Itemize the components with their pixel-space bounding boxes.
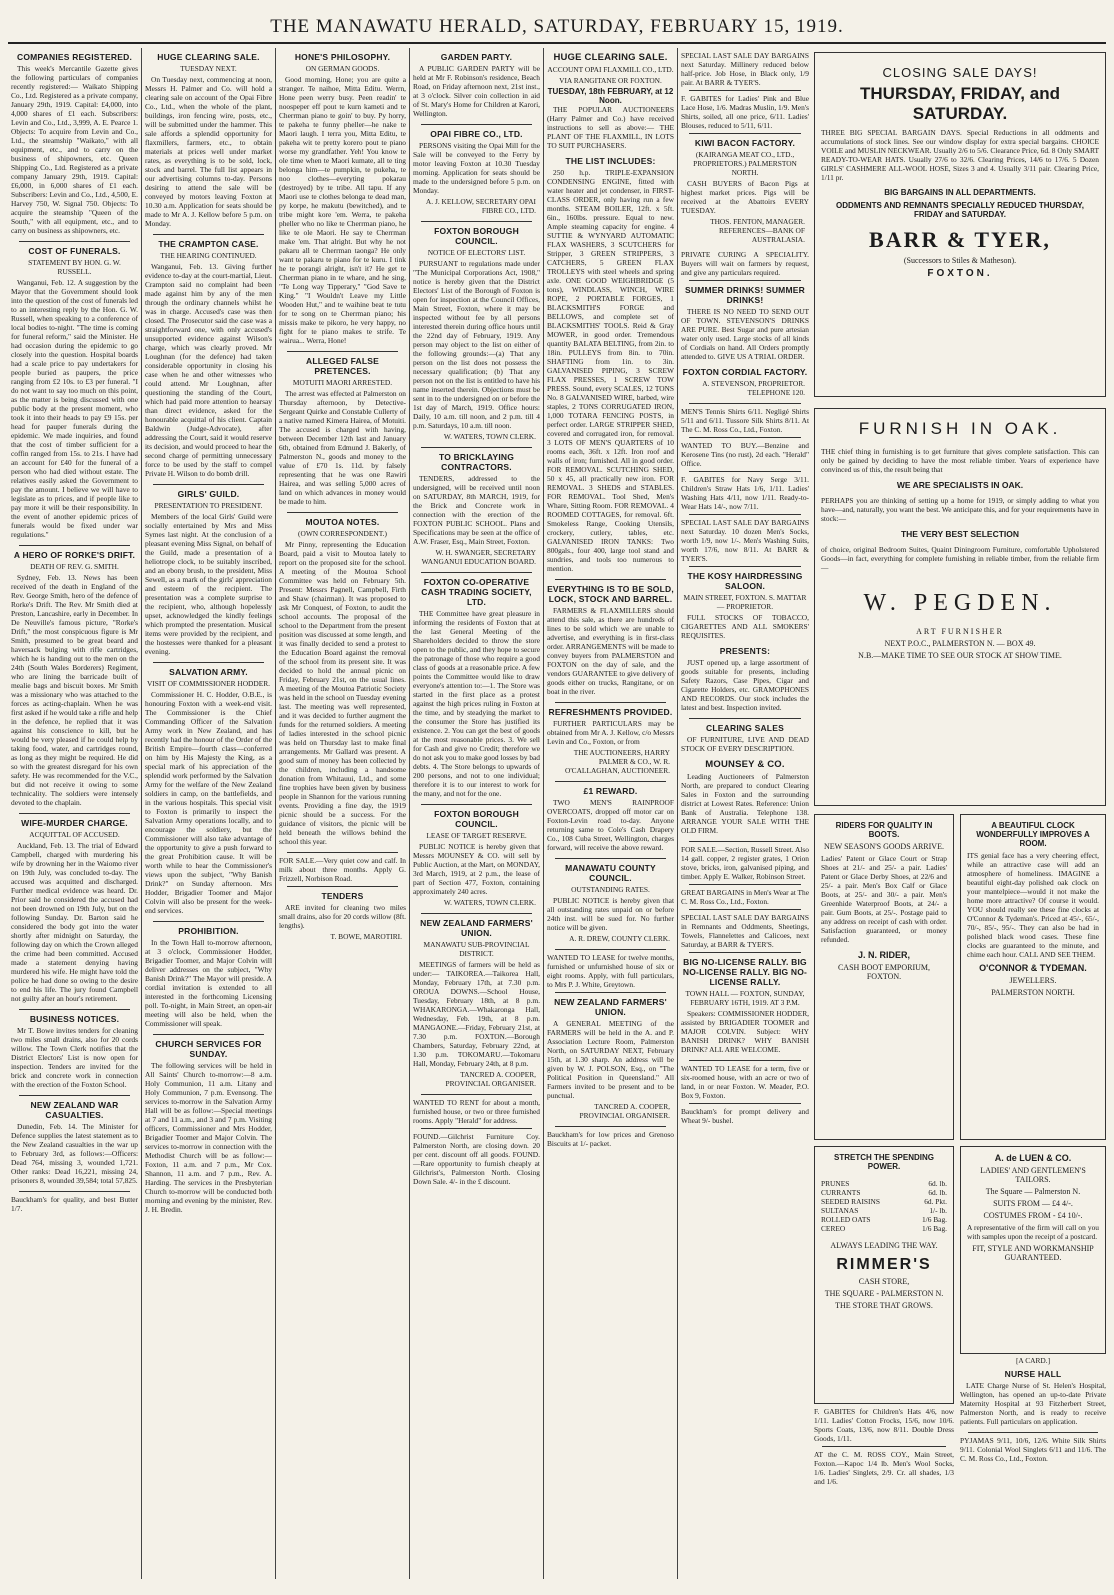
article-body: JUST opened up, a large assortment of goods suitable for presents, including Safety Razors, Case Pipes, Cigar and Cigarette Holders, etc. GRAMOPHONES AND RECORDS. Our stock includes the latest and best. Inspection invited. bbox=[681, 658, 809, 712]
column-4 bbox=[410, 48, 544, 1579]
article-subheading: (OWN CORRESPONDENT.) bbox=[298, 529, 387, 538]
pegden-name: W. PEGDEN. bbox=[863, 590, 1057, 616]
ad-found: FOUND.—Gilchrist Furniture Coy. Palmerston North, are closing down. 20 per cent. discount off all goods. FOUND.—Rare opportunity to furnish cheaply at Gilchrist's, Palmerston North. Closing Down Sale. 4/- in the £ discount. bbox=[413, 1132, 540, 1186]
signature: A. STEVENSON, PROPRIETOR. TELEPHONE 120. bbox=[702, 379, 805, 397]
ad-special-1: SPECIAL LAST SALE DAY BARGAINS next Saturday. Millinery reduced below half-price. Job Hose, in Black only, 1/9 pair. At BARR & TYER'S. bbox=[681, 51, 809, 87]
ads-row-2 bbox=[814, 1146, 1106, 1579]
article-body: OF FURNITURE, LIVE AND DEAD STOCK OF EVERY DESCRIPTION. bbox=[681, 735, 809, 753]
ad-oconnor bbox=[960, 814, 1106, 1140]
article-salvation-army bbox=[145, 667, 272, 915]
ad-co-operative bbox=[413, 577, 540, 798]
article-heading: OPAI FIBRE CO., LTD. bbox=[430, 129, 523, 139]
column-2 bbox=[142, 48, 276, 1579]
rider-shop: CASH BOOT EMPORIUM, FOXTON. bbox=[837, 963, 931, 981]
barr-title-1: CLOSING SALE DAYS! bbox=[882, 65, 1038, 80]
ad-bricklaying bbox=[413, 452, 540, 566]
rimmer-price-list bbox=[821, 1179, 947, 1233]
pegden-p5: of choice, original Bedroom Suites, Quaint Diningroom Furniture, comfortable Upholstered Goods—in fact, everything for complete furnishing in reliable timber, from the reliable firm — bbox=[821, 545, 1099, 572]
article-subheading: DEATH OF REV. G. SMITH. bbox=[30, 562, 119, 571]
rimmer-title: STRETCH THE SPENDING POWER. bbox=[833, 1153, 934, 1171]
article-body: ARE invited for cleaning two miles small drains, also for 20 cords willow (8ft. lengths). bbox=[279, 903, 406, 930]
article-subheading: LEASE OF TARGET RESERVE. bbox=[426, 831, 527, 840]
article-subheading: MAIN STREET, FOXTON. S. MATTAR — PROPRIETOR. bbox=[683, 593, 807, 611]
article-heading: HUGE CLEARING SALE. bbox=[157, 52, 260, 62]
pegden-title: FURNISH IN OAK. bbox=[858, 419, 1062, 438]
ad-rimmer-column bbox=[814, 1146, 954, 1579]
article-heading: SALVATION ARMY. bbox=[169, 667, 248, 677]
article-false-pretences bbox=[279, 356, 406, 506]
signature: TANCRED A. COOPER, PROVINCIAL ORGANISER. bbox=[579, 1102, 670, 1120]
ads-row-1 bbox=[814, 814, 1106, 1140]
nurse-card: [A CARD.] bbox=[1015, 1356, 1051, 1365]
signature: A. J. KELLOW, SECRETARY OPAI FIBRE CO., LTD. bbox=[425, 197, 536, 215]
article-heading: THE KOSY HAIRDRESSING SALOON. bbox=[687, 571, 803, 591]
article-prohibition bbox=[145, 926, 272, 1028]
article-heading: MANAWATU COUNTY COUNCIL. bbox=[565, 863, 656, 883]
article-body: THE Committee have great pleasure in informing the residents of Foxton that at the last General Meeting of the Shareholders decided to throw the store open to the public, and they hope to secure the patronage of those who require a good class of goods at a reasonable price. A few points the Committee would like to draw everyone's attention to:—1. The Store was started in the first place as a protest against the high prices ruling in Foxton at the time, and by steadying the market to the consumer the Store has justified its existence. 2. You can get the best of goods at the most reasonable prices. 3. We sell for Cash and give no Credit; therefore we do not ask you to make good losses by bad debts. 4. The Store belongs to upwards of 200 persons, and not to one individual; therefore it is to our interest to work for the many, and not for the one. bbox=[413, 609, 540, 798]
article-body: Leading Auctioneers of Palmerston North, are prepared to conduct Clearing Sales in Foxton and the surrounding district at Lowest Rates. Reference: Union Bank of Australia. Telephone 138. ARRANGE YOUR SALE WITH THE OLD FIRM. bbox=[681, 772, 809, 835]
oconnor-body: ITS genial face has a very cheering effect, while an attractive case will add an atmosphere of homeliness. IMAGINE a beautiful eight-day polished oak clock on your mantelpiece—would it not make the home more attractive? Of course it would. YOU should really see these fine clocks at O'Connor & Tydeman's. Priced at 45/-, 65/-, 70/-, 85/-, 95/-. They can also be had in polished black wood cases. These fine clocks are guaranteed to the minute, and chime each hour. CALL AND SEE THEM. bbox=[967, 851, 1099, 959]
article-heading: BIG NO-LICENSE RALLY. BIG NO-LICENSE RALLY. BIG NO-LICENSE RALLY. bbox=[682, 957, 808, 987]
price-value: 6d. lb. bbox=[928, 1179, 947, 1188]
article-heading: NEW ZEALAND WAR CASUALTIES. bbox=[30, 1100, 119, 1120]
ad-clearing-sales bbox=[681, 723, 809, 753]
ad-kiwi-bacon bbox=[681, 138, 809, 244]
article-heading: CHURCH SERVICES FOR SUNDAY. bbox=[155, 1039, 262, 1059]
ad-wanted-lease-house: WANTED TO LEASE for a term, five or six-roomed house, with an acre or two of land, in or near Foxton. W. Meader, P.O. Box 9, Foxton. bbox=[681, 1064, 809, 1100]
article-heading: BUSINESS NOTICES. bbox=[29, 1014, 120, 1024]
article-body: Commissioner H. C. Hodder, O.B.E., is honouring Foxton with a week-end visit. The Commissioner is the Chief Commanding Officer of the Salvation Army work in New Zealand, and has recently had the honour of the Order of the British Empire—fourth class—conferred on him by His Majesty the King, as a special mark of his appreciation of the splendid work performed by the Salvation Army for the welfare of the New Zealand soldiers in camp, on the battlefields, and in the various hospitals. This special visit to Foxton is primarily to inspect the Salvation Army operations locally, and to encourage the soldiery, but the Commissioner will also take advantage of the opportunity to give a push forward to the great Prohibition cause. It will be worth while to hear the Commissioner's views upon the subject, "Why Banish Drink?" on Sunday afternoon. Mrs Hodder, Brigadier Toomer and Major Colvin will also be present for the week-end services. bbox=[145, 690, 272, 915]
ad-reward bbox=[547, 786, 674, 852]
column-5 bbox=[544, 48, 678, 1579]
article-heading: SUMMER DRINKS! SUMMER DRINKS! bbox=[685, 285, 805, 305]
article-heading: GIRLS' GUILD. bbox=[177, 489, 240, 499]
article-heading: COST OF FUNERALS. bbox=[28, 246, 121, 256]
column-3 bbox=[276, 48, 410, 1579]
ad-for-sale-section: FOR SALE.—Section, Russell Street. Also 14 gall. copper, 2 register grates, 1 Orion stove, bricks, iron, galvanised piping, and timber. Apply E. Walker, Robinson Street. bbox=[681, 845, 809, 881]
ad-mounsey bbox=[681, 759, 809, 835]
article-heading: THE LIST INCLUDES: bbox=[565, 156, 656, 166]
newspaper-page bbox=[8, 8, 1106, 1579]
signature: W. WATERS, TOWN CLERK. bbox=[443, 432, 536, 441]
rider-title: RIDERS FOR QUALITY IN BOOTS. bbox=[835, 821, 933, 839]
article-heading: MOUNSEY & CO. bbox=[705, 759, 785, 770]
article-heading: REFRESHMENTS PROVIDED. bbox=[548, 707, 673, 717]
price-row bbox=[821, 1179, 947, 1188]
deluen-costumes: COSTUMES FROM - £4 10/-. bbox=[983, 1211, 1083, 1220]
barr-body: THREE BIG SPECIAL BARGAIN DAYS. Special Reductions in all oddments and accumulations of stock lines. See our window display for extra special bargains. CHOICE VOILE and MUSLIN NECKWEAR. Usually 2/6 to 5/6. Clearance Price, 6d. 8 Only SMART READY-TO-WEAR HATS. Usually 27/6 to 32/6. Clearing Prices, 14/6 to 17/6. 5 Dozen GIRLS' CASHMERE ALL-WOOL HOSE, Sizes 3 and 4. Usually 3/11 pair. Clearing Price, 1/11 pr. bbox=[821, 128, 1099, 182]
article-body: PURSUANT to regulations made under "The Municipal Corporations Act, 1908," notice is hereby given that the District Electors' List of the Borough of Foxton is open for inspection at the Council Offices, Main Street, Foxton, where it may be inspected without fee by all persons interested therein during office hours until the 22nd day of February, 1919. Any person may object to the list on either of the following grounds:—(a) That any person on the list does not possess the necessary qualification; (b) That any person not on the list is entitled to have his name inserted therein. Objections must be sent in to the undersigned on or before the 1st day of March, 1919. Office hours: Daily, 10 a.m. till noon, and 2 p.m. till 4 p.m. Saturdays, 10 a.m. till noon. bbox=[413, 259, 540, 430]
pegden-address: NEXT P.O.C., PALMERSTON N. — BOX 49. bbox=[884, 639, 1036, 648]
rider-name: J. N. RIDER, bbox=[857, 950, 910, 960]
article-body: Dunedin, Feb. 14. The Minister for Defence supplies the latest statement as to the New Zealand casualties in the war up to February 3rd, as follows:—Officers: Dead 764, missing 3, wounded 1,721. Other ranks: Dead 16,221, missing 24, prisoners 8, wounded 39,584; total 57,825. bbox=[11, 1122, 138, 1185]
article-subheading: TOWN HALL — FOXTON, SUNDAY, FEBRUARY 16TH, 1919. AT 3 P.M. bbox=[685, 989, 805, 1007]
article-body: FURTHER PARTICULARS may be obtained from Mr A. J. Kellow, c/o Messrs Levin and Co., Foxton, or from bbox=[547, 719, 674, 746]
price-row bbox=[821, 1188, 947, 1197]
article-companies bbox=[11, 52, 138, 235]
sale-date: TUESDAY, 18th FEBRUARY, at 12 Noon. bbox=[547, 87, 674, 105]
rider-sub: NEW SEASON'S GOODS ARRIVE. bbox=[824, 842, 944, 851]
price-item: SEEDED RAISINS bbox=[821, 1197, 880, 1206]
article-body: The arrest was effected at Palmerston on Thursday afternoon, by Detective-Sergeant Quirke and Constable Cullerty of a native named Kimera Hairea, of Motuiti. The accused is charged with having, between December 12th last and January 6th, obtained from Edmund J. Bakerly, of Palmerston N., goods and money to the value of £70 1s. 11d. by falsely representing that he was one Rawiri Hairea, and was selling 5,000 acres of land on which advances in money would be made to him. bbox=[279, 389, 406, 506]
rimmer-address: THE SQUARE - PALMERSTON N. bbox=[824, 1289, 944, 1298]
article-heading: EVERYTHING IS TO BE SOLD, LOCK, STOCK AND BARREL. bbox=[547, 584, 674, 604]
article-heading: FOXTON CORDIAL FACTORY. bbox=[682, 367, 808, 377]
price-value: 1/6 Bag. bbox=[921, 1224, 947, 1233]
pegden-p2: WE ARE SPECIALISTS IN OAK. bbox=[896, 480, 1024, 490]
price-value: 6d. lb. bbox=[928, 1188, 947, 1197]
ad-ross: AT the C. M. ROSS COY., Main Street, Foxton.—Kapoc 1/4 lb. Men's Wool Socks, 1/6. Ladies' Singlets, 2/9. Cr. all shades, 1/3 and 1/6. bbox=[814, 1450, 954, 1486]
article-subheading: VISIT OF COMMISSIONER HODDER. bbox=[146, 679, 271, 688]
ad-target-reserve bbox=[413, 809, 540, 907]
article-body: MEETINGS of farmers will be held as under:— TAIKOREA.—Taikorea Hall, Monday, February 17th, at 7.30 p.m. OROUA DOWNS.—School House, Tuesday, February 18th, at 8 p.m. WHAKARONGA.—Whakaronga Hall, Wednesday, Feb. 19th, at 8 p.m. MANGAONE.—Friday, February 21st, at 7.30 p.m. FOXTON.—Borough Chambers, Saturday, February 22nd, at 1.30 p.m. TOKOMARU.—Tokomaru Hall, Monday, February 24th, at 8 p.m. bbox=[413, 960, 540, 1068]
article-subheading: ON GERMAN GOODS. bbox=[305, 64, 380, 73]
article-heading: FOXTON BOROUGH COUNCIL. bbox=[434, 809, 519, 829]
article-body: A GENERAL MEETING of the FARMERS will be held in the A. and P. Association Lecture Room, Palmerston North, on SATURDAY NEXT, February 15th, at 1.30 sharp. An address will be given by W. J. POLSON, Esq., on "The Political Position in Queensland." All Farmers invited to be present and to be punctual. bbox=[547, 1019, 674, 1100]
masthead-title: THE MANAWATU HERALD, SATURDAY, FEBRUARY 15, 1919. bbox=[270, 16, 844, 37]
article-body: THE POPULAR AUCTIONEERS (Harry Palmer and Co.) have received instructions to sell as above:— THE PLANT OF THE FLAXMILL, IN LOTS TO SUIT PURCHASERS. bbox=[547, 105, 674, 150]
article-body: Mr T. Bowe invites tenders for cleaning two miles small drains, also for 20 cords willow. The Town Clerk notifies that the District Electors' List is now open for inspection. Tenders are invited for the brick and concrete work in connection with the erection of the Foxton School. bbox=[11, 1026, 138, 1089]
ad-wanted-rent: WANTED TO RENT for about a month, furnished house, or two or three furnished rooms. Apply "Herald" for address. bbox=[413, 1098, 540, 1125]
ad-pegden bbox=[814, 408, 1106, 806]
article-body: THERE IS NO NEED TO SEND OUT OF TOWN. STEVENSON'S DRINKS ARE PURE. Best Sugar and pure artesian water only used. Large stocks of all kinds of Cordials on hand. All Orders promptly attended to. GIVE US A TRIAL ORDER. bbox=[681, 307, 809, 361]
article-body: FARMERS & FLAXMILLERS should attend this sale, as there are hundreds of lines to be sold which we are unable to advertise, and everything is in first-class order. ARRANGEMENTS will be made to convey buyers from PALMERSTON and FOXTON on the day of sale, and the vendors GUARANTEE to give delivery of goods either on trucks, Rangitane, or on boat in the river. bbox=[547, 606, 674, 696]
column-1 bbox=[8, 48, 142, 1579]
article-body: PUBLIC NOTICE is hereby given that all outstanding rates unpaid on or before 24th inst. will be sued for. No further notice will be given. bbox=[547, 896, 674, 932]
signature: THOS. FENTON, MANAGER. REFERENCES—BANK OF AUSTRALASIA. bbox=[710, 217, 805, 244]
article-heading: TO BRICKLAYING CONTRACTORS. bbox=[438, 452, 515, 472]
ad-huge-clearing bbox=[547, 52, 674, 150]
footer-notice: Bauckham's for quality, and best Butter 1/7. bbox=[11, 1195, 138, 1213]
nurse-title: NURSE HALL bbox=[1004, 1369, 1062, 1379]
deluen-sub: LADIES' AND GENTLEMEN'S TAILORS. bbox=[980, 1166, 1086, 1184]
ad-gabites-2: F. GABITES for Navy Serge 3/11. Children's Straw Hats 1/6, 1/11. Ladies' Washing Hats 4/11, now 1/11. Ready-to-Wear Hats 14/-, now 7/11. bbox=[681, 475, 809, 511]
article-subheading: TUESDAY NEXT. bbox=[180, 64, 237, 73]
article-heading: HONE'S PHILOSOPHY. bbox=[294, 52, 391, 62]
signature: W. WATERS, TOWN CLERK. bbox=[443, 898, 536, 907]
article-heading: TENDERS bbox=[321, 891, 364, 901]
article-body: In the Town Hall to-morrow afternoon, at 3 o'clock, Commissioner Hodder, Brigadier Toomer, and Major Colvin will deliver addresses on the subject, "Why Banish Drink?" The Mayor will preside. A cordial invitation is extended to all interested in the forthcoming Licensing poll. To-night, in Main Street, an open-air meeting will also be held, when the Commissioner will speak. bbox=[145, 938, 272, 1028]
pegden-trade: ART FURNISHER bbox=[916, 627, 1004, 636]
article-body: A PUBLIC GARDEN PARTY will be held at Mr F. Robinson's residence, Beach Road, on Friday afternoon next, 21st inst., at 3 o'clock. Silver coin collection in aid of St. Mary's Home for Children at Karori, Wellington. bbox=[413, 64, 540, 118]
article-heading: GARDEN PARTY. bbox=[440, 52, 513, 62]
pegden-p3: PERHAPS you are thinking of setting up a home for 1919, or simply adding to what you have—and, naturally, you want the best. We anticipate this, and for your requirements have in stock:— bbox=[821, 496, 1099, 523]
article-heading: NEW ZEALAND FARMERS' UNION. bbox=[420, 918, 533, 938]
signature: T. BOWE, MAROTIRI. bbox=[330, 932, 402, 941]
deluen-suits: SUITS FROM — £4 4/-. bbox=[993, 1199, 1073, 1208]
article-business-notices bbox=[11, 1014, 138, 1089]
barr-successors: (Successors to Stiles & Matheson). bbox=[903, 256, 1017, 265]
article-heading: WIFE-MURDER CHARGE. bbox=[21, 818, 128, 828]
price-value: 1/6 Bag. bbox=[921, 1215, 947, 1224]
article-subheading: PRESENTATION TO PRESIDENT. bbox=[154, 501, 263, 510]
ad-mens-shirts: MEN'S Tennis Shirts 6/11. Negligé Shirts 5/11 and 6/11. Tussore Silk Shirts 8/11. At The C. M. Ross Co., Ltd., Foxton. bbox=[681, 407, 809, 434]
article-heading: FOXTON BOROUGH COUNCIL. bbox=[434, 226, 519, 246]
oconnor-name: O'CONNOR & TYDEMAN. bbox=[979, 963, 1087, 973]
price-item: PRUNES bbox=[821, 1179, 850, 1188]
masthead bbox=[8, 8, 1106, 44]
price-row bbox=[821, 1206, 947, 1215]
article-clearing-sale bbox=[145, 52, 272, 228]
barr-title-2: THURSDAY, FRIDAY, and SATURDAY. bbox=[860, 84, 1060, 123]
article-subheading: OUTSTANDING RATES. bbox=[571, 885, 650, 894]
deluen-fit: FIT, STYLE AND WORKMANSHIP GUARANTEED. bbox=[972, 1244, 1094, 1262]
article-body: Wanganui, Feb. 12. A suggestion by the Mayor that the Government should look into the question of the cost of funerals led to an interesting reply by the Hon. G. W. Russell, when speaking to a conference of local bodies to-night. "The time is coming for funeral reform," said the Minister. He had occasion during the epidemic to go closely into the question. Hospital boards had a scale price to pay undertakers for people buried as paupers, the price ranging from £2 10s. to £3 per funeral. "I do not want to say too much on this point, as the matter is being discussed with one public body at the present moment, who took it into their heads to pay £9 15s. per head for pauper funerals during the epidemic. We made inquiries, and found that the cost of timber sufficient for a coffin ranged from 15s. to 21s. I have had an account for £40 for the funeral of a person who had died without estate. The relatives easily asked the Government to pay the amount. I believe we will have to legislate as to prices, and if people like to pay more it will be their responsibility. In the event of another epidemic prices of funerals would be fixed under war regulations." bbox=[11, 278, 138, 539]
ad-deluen-column bbox=[960, 1146, 1106, 1579]
barr-town: FOXTON. bbox=[927, 268, 993, 279]
price-row bbox=[821, 1215, 947, 1224]
rider-body: Ladies' Patent or Glace Court or Strap Shoes at 21/- and 25/- a pair. Ladies' Patent or Glace Derby Shoes, at 22/6 and 25/- a pair. Men's Box Calf or Glace Boots, at 25/- and 30/- a pair. Men's Greenhide Waterproof Boots, at 24/- a pair. Gum Boots, at 25/-. Postage paid to any address on receipt of cash with order. Satisfaction guaranteed, or money refunded. bbox=[821, 854, 947, 944]
article-body: Sydney, Feb. 13. News has been received of the death in England of the Rev. George Smith, hero of the defence of Rorke's Drift. The Rev. Mr Smith died at Preston, Lancashire, early in December. In De Neuville's famous picture, "Rorke's Drift," the most conspicuous figure is Mr Smith, presumed to be great beard and haversack bulging with rifle cartridges, which he is handing out to the men on the 24th (South Wales Borderers) Regiment, who are lining the barricade built of mealie bags and biscuit boxes. Mr Smith was a missionary who was attached to the forces as acting-chaplain. When he was first asked if he would take a rifle and help in the defence, he replied that it was against his conscience to kill, but he would be very pleased if he could help by taking food, water, and cartridges round, as long as they might be required. He did so with the greatest disregard for his own safety. He was recommended for the V.C., but did not receive it owing to some technicality. The soldiers were intensely devoted to the chaplain. bbox=[11, 573, 138, 807]
ad-rimmer bbox=[814, 1146, 954, 1404]
barr-oddments: ODDMENTS AND REMNANTS SPECIALLY REDUCED THURSDAY, FRIDAY and SATURDAY. bbox=[836, 201, 1084, 219]
article-body: Speakers: COMMISSIONER HODDER, assisted by BRIGADIER TOOMER and MAJOR COLVIN. Subject: WHY BANISH DRINK? WHY BANISH DRINK? ALL ARE WELCOME. bbox=[681, 1009, 809, 1054]
article-body: Auckland, Feb. 13. The trial of Edward Campbell, charged with murdering his wife by drowning her in the Waiomo river on 19th July, was concluded to-day. The accused was acquitted and discharged. Further medical evidence was heard. Dr. Prior said he considered the accused had not been drowned on 19th July, but on the following Sunday. Dr. Barton said he considered the body got into the water shortly after midnight on Saturday, the following day on which the Crown alleged the crime had been committed. Accused made a statement denying having murdered his wife. He might have told the police he had done so owing to the desire to end his life. The jury found Campbell not guilty after an hour's retirement. bbox=[11, 841, 138, 1003]
article-body: 250 h.p. TRIPLE-EXPANSION CONDENSING ENGINE, fitted with water heater and jet condenser, in FIRST-CLASS ORDER, only having run a few months. STEAM BOILER, 12ft. x 5ft. 6in., 160lbs. pressure. Equal to new. Ample steaming capacity for engine. 4 SUTTIE & WYNYARD AUTOMATIC FLAX WASHERS, 3 SCUTCHERS for Stripper, 3 GREEN STRIPPERS, 3 CATCHERS, 5 GREEN FLAX TROLLEYS with steel wheels and spring axle. ONE GOOD WEIGHBRIDGE (5 tons), WINDLASS, WINCH, WIRE ROPE, 2 PORTABLE FORGES, 1 BLACKSMITH'S FORGE and BELLOWS, and complete set of BLACKSMITHS' TOOLS. Reid & Gray MOWER, in good order. Tremendous quantity BALATA BELTING, from 2in. to 18in. PULLEYS from 8in. to 70in. SHAFTING from 1in. to 3in. GALVANISED PIPING, 3 SCREW FLAX PRESSES, 1 SCREW TOW PRESS. Sound, every SCALES, 12 TONS No. 8 GALVANISED WIRE, barbed, wire staples, 2 TONS CORRUGATED IRON, 1,000 TOTARA FENCING POSTS, in perfect order. LARGE STRIPPER SHED, covered and corrugated iron, for removal. 3 LOTS OF MEN'S QUARTERS of 10 rooms each, 36ft. x 12ft. Iron roof and walls of iron; furnished. All in good order. FOR REMOVAL. SCUTCHING SHED, 50 x 45, all practically new iron. FOR REMOVAL. 3 SHEDS and STABLES. FOR REMOVAL. Tool Shed, Men's Whare, Sitting Room. FOR REMOVAL. 4 ROOMED COTTAGES, for removal. 6ft. Smokeless Range, Cooking Utensils, crockery, cutlery, tables, etc. GALVANISED IRON TANKS: Two 800gals., four 400, large tool stand and sundries, and tools too numerous to mention. bbox=[547, 168, 674, 573]
article-body: PUBLIC NOTICE is hereby given that Messrs MOUNSEY & CO. will sell by Public Auction, at the Mart, on MONDAY, 3rd March, 1919, at 2 p.m., the lease of part of Section 477, Foxton, containing approximately 240 acres. bbox=[413, 842, 540, 896]
article-heading: NEW ZEALAND FARMERS' UNION. bbox=[554, 997, 667, 1017]
article-body: FULL STOCKS OF TOBACCO, CIGARETTES AND ALL SMOKERS' REQUISITES. bbox=[681, 613, 809, 640]
ad-special-3: SPECIAL LAST SALE DAY BARGAINS in Remnants and Oddments, Sheetings, Towels, Flannelettes and Calicoes, next Saturday, at BARR & TYER'S. bbox=[681, 913, 809, 949]
ad-list-includes bbox=[547, 156, 674, 573]
ad-lock-stock bbox=[547, 584, 674, 696]
signature: W. H. SWANGER, SECRETARY WANGANUI EDUCATION BOARD. bbox=[421, 548, 536, 566]
article-subheading: THE HEARING CONTINUED. bbox=[160, 251, 257, 260]
article-subheading: NOTICE OF ELECTORS' LIST. bbox=[427, 248, 526, 257]
pegden-nb: N.B.—MAKE TIME TO SEE OUR STOCK AT SHOW TIME. bbox=[858, 651, 1062, 660]
article-heading: ALLEGED FALSE PRETENCES. bbox=[306, 356, 379, 376]
article-heading: PRESENTS: bbox=[719, 646, 771, 656]
price-item: ROLLED OATS bbox=[821, 1215, 871, 1224]
oconnor-town: PALMERSTON NORTH. bbox=[991, 988, 1075, 997]
article-girls-guild bbox=[145, 489, 272, 656]
article-body: Members of the local Girls' Guild were socially entertained by Mrs and Miss Symes last night. At the conclusion of a pleasant evening Miss Signal, on behalf of the Guild, made a presentation of a heliotrope clock, to be suitably inscribed, and an ebony brush, to the president, Miss Sewell, as a mark of the girls' appreciation and esteem of the recipient. The presentation was a complete surprise to the recipient, who, although hopelessly upset, acknowledged the kindly feelings which prompted the presentation. Musical items were provided by the recipient, and the hostesses were thanked for a pleasant evening. bbox=[145, 512, 272, 656]
article-body: TENDERS, addressed to the undersigned, will be received until noon on SATURDAY, 8th MARCH, 1919, for the Brick and Concrete work in connection with the erection of the FOXTON PUBLIC SCHOOL. Plans and Specifications may be seen at the office of A.W. Fraser, Esq., Main Street, Foxton. bbox=[413, 474, 540, 546]
ad-deluen bbox=[960, 1146, 1106, 1354]
ad-refreshments bbox=[547, 707, 674, 775]
article-body: TWO MEN'S RAINPROOF OVERCOATS, dropped off motor car on Foxton-Levin road to-day. Anyone returning same to Cole's Cash Drapery Co., 108 Cuba Street, Wellington, charges forward, will receive the above reward. bbox=[547, 798, 674, 852]
ad-for-sale-cow: FOR SALE.—Very quiet cow and calf. In milk about three months. Apply G. Frizzell, Norbison Road. bbox=[279, 856, 406, 883]
article-subheading: MOTUITI MAORI ARRESTED. bbox=[292, 378, 393, 387]
column-6 bbox=[678, 48, 812, 1579]
article-body: The following services will be held in All Saints' Church to-morrow:—8 a.m. Holy Communion, 11 a.m. Litany and Holy Communion, 7 p.m. Evensong. The services to-morrow in the Salvation Army Hall will be as follow:—Special meetings at 7 and 11 a.m., and 3 and 7 p.m. Visiting officers, Commissioner and Mrs Hodder, Brigadier Toomer and Major Colvin. The services to-morrow in connection with the Methodist Church will be as follow:—Foxton, 11 a.m. and 7 p.m., Mr Cox. Shannon, 11 a.m. and 7 p.m., Rev. A. Harding. The services in the Presbyterian Church to-morrow will be conducted both morning and evening by the minister, Rev. J. H. Bredin. bbox=[145, 1061, 272, 1214]
article-subheading: MANAWATU SUB-PROVINCIAL DISTRICT. bbox=[423, 940, 530, 958]
ad-summer-drinks bbox=[681, 285, 809, 361]
pegden-p1: THE chief thing in furnishing is to get furniture that gives complete satisfaction. This can only be gained by deciding to have the most reliable timber. Years of experience have convinced us of this, the result being that bbox=[821, 447, 1099, 474]
article-body: Mr Pinny, representing the Education Board, paid a visit to Moutoa lately to report on the proposed site for the school. A meeting of the Moutoa School Committee was held on February 5th. Present: Messrs Pagnell, Campbell, Firth and Shaw (chairman). It was proposed to ask Mr Conquest, of Foxton, to audit the school accounts. The proposal of the school to the Department from the present position was discussed at some length, and it was finally decided to send a protest to the Education Board against the removal of the school from its present site. It was decided to hold the annual picnic on Friday, February 21st, on the usual lines. A meeting of the Moutoa Patriotic Society was held in the school on Tuesday evening last. The meeting was well represented, and it was decided to further augment the funds for the returned soldiers. A meeting of ladies interested in the school picnic was held on Thursday last to make final arrangements. Mr Gallard was present. A good sum of money has been collected by the children, including a handsome donation from Whitauui, Ltd., and some fine trophies have been given by business people in Shannon for the various running events. Providing a fine day, the 1919 picnic should be a success. For the guidance of visitors, the picnic will be held beneath the willows behind the school this year. bbox=[279, 540, 406, 846]
ad-farmers-meeting bbox=[547, 997, 674, 1120]
article-heading: FOXTON CO-OPERATIVE CASH TRADING SOCIETY, LTD. bbox=[421, 577, 532, 607]
article-body: PERSONS visiting the Opai Mill for the Sale will be conveyed to the Ferry by motor leaving Foxton at 10.30 Tuesday morning. Application for seats should be made to the undersigned before 5 p.m. on Monday. bbox=[413, 141, 540, 195]
ad-special-2: SPECIAL LAST SALE DAY BARGAINS next Saturday. 10 dozen Men's Socks, worth 1/9, now 1/-. Men's Washing Suits, worth 17/6, now 8/11. At BARR & TYER'S. bbox=[681, 518, 809, 563]
ad-wanted-tins: WANTED TO BUY.—Benzine and Kerosene Tins (no rust), 2d each. "Herald" Office. bbox=[681, 441, 809, 468]
article-crampton bbox=[145, 239, 272, 478]
ad-pyjamas: PYJAMAS 9/11, 10/6, 12/6. White Silk Shirts 9/11. Colonial Wool Singlets 6/11 and 11/6. The C. M. Ross Co., Ltd., Foxton. bbox=[960, 1436, 1106, 1463]
price-row bbox=[821, 1197, 947, 1206]
article-casualties bbox=[11, 1100, 138, 1185]
article-funerals bbox=[11, 246, 138, 539]
rimmer-tagline: THE STORE THAT GROWS. bbox=[835, 1301, 933, 1310]
article-body: CASH BUYERS of Bacon Pigs at highest market prices. Pigs will be received at the Abattoirs EVERY TUESDAY. bbox=[681, 179, 809, 215]
barr-big-bargains: BIG BARGAINS IN ALL DEPARTMENTS. bbox=[884, 188, 1036, 197]
footer-notice: Bauckham's for prompt delivery and Wheat 9/- bushel. bbox=[681, 1107, 809, 1125]
ad-gabites-1: F. GABITES for Ladies' Pink and Blue Lace Hose, 1/6. Madras Muslin, 1/9. Men's Shirts, soiled, all one price, 6/11. Ladies' Blouses, reduced to 5/11, 6/11. bbox=[681, 94, 809, 130]
ad-wanted-lease: WANTED TO LEASE for twelve months, furnished or unfurnished house of six or eight rooms. Apply, with full particulars, to Mrs P. J. White, Greytown. bbox=[547, 953, 674, 989]
article-church-services bbox=[145, 1039, 272, 1214]
price-item: CEREO bbox=[821, 1224, 846, 1233]
article-rorke bbox=[11, 550, 138, 807]
article-via: VIA RANGITANE OR FOXTON. bbox=[559, 76, 662, 85]
ad-tenders bbox=[279, 891, 406, 941]
price-item: CURRANTS bbox=[821, 1188, 861, 1197]
rimmer-shop: CASH STORE, bbox=[858, 1277, 910, 1286]
footer-notice: Bauckham's for low prices and Grenoso Biscuits at 1/- packet. bbox=[547, 1130, 674, 1148]
ad-gabites-3: F. GABITES for Children's Hats 4/6, now 1/11. Ladies' Cotton Frocks, 15/6, now 10/6. Sports Coats, 13/6, now 8/11. Double Dress Goods, 1/11. bbox=[814, 1407, 954, 1443]
article-subheading: STATEMENT BY HON. G. W. RUSSELL. bbox=[28, 258, 121, 276]
article-moutoa bbox=[279, 517, 406, 846]
article-heading: £1 REWARD. bbox=[583, 786, 638, 796]
article-wife-murder bbox=[11, 818, 138, 1003]
price-value: 1/- lb. bbox=[929, 1206, 947, 1215]
article-heading: CLEARING SALES bbox=[706, 723, 784, 733]
article-hone bbox=[279, 52, 406, 345]
article-heading: MOUTOA NOTES. bbox=[305, 517, 380, 527]
ad-borough-electors bbox=[413, 226, 540, 441]
signature: A. R. DREW, COUNTY CLERK. bbox=[569, 934, 670, 943]
ad-presents bbox=[681, 646, 809, 712]
rimmer-always: ALWAYS LEADING THE WAY. bbox=[830, 1241, 938, 1250]
article-subheading: (KAIRANGA MEAT CO., LTD., PROPRIETORS.) PALMERSTON NORTH. bbox=[693, 150, 797, 177]
ad-farmers-union bbox=[413, 918, 540, 1088]
article-body: This week's Mercantile Gazette gives the following particulars of companies recently registered:— Waikato Shipping Co., Ltd. Registered as a private company, January 29th, 1919. Capital: £4,000, into 4,000 shares of £1 each. Subscribers: Levin and Co., Ltd., 3,999, A. E. Pearce 1. Objects: To acquire from Levin and Co., Ltd., the steamship "Waikato," with all equipment, etc., and to carry on the business of shipowners, etc. Queen Shipping Co., Ltd. Registered as a private company January 29th, 1919. Capital: £6,000, in 6,000 shares of £1 each. Subscribers: Levin and Co., Ltd., 4,500, E. Harvey 750, W. Signal 750. Objects: To acquire the steamship "Queen of the South," with all equipment, etc., and to carry on business as shipowners, etc. bbox=[11, 64, 138, 235]
ad-county-council bbox=[547, 863, 674, 943]
article-heading: COMPANIES REGISTERED. bbox=[16, 52, 133, 62]
deluen-body: A representative of the firm will call on you with samples upon the receipt of a postcard. bbox=[967, 1223, 1099, 1241]
deluen-title: A. de LUEN & CO. bbox=[994, 1153, 1072, 1163]
article-subheading: ACCOUNT OPAI FLAXMILL CO., LTD. bbox=[547, 65, 674, 74]
deluen-address: The Square — Palmerston N. bbox=[985, 1187, 1081, 1196]
pegden-p4: THE VERY BEST SELECTION bbox=[900, 529, 1020, 539]
article-heading: A HERO OF RORKE'S DRIFT. bbox=[13, 550, 136, 560]
article-heading: HUGE CLEARING SALE. bbox=[553, 52, 668, 63]
ad-barr-tyer bbox=[814, 52, 1106, 397]
article-body: Wanganui, Feb. 13. Giving further evidence to-day at the court-martial, Lieut. Crampton said no complaint had been made against him by any of the men through the ordinary channels whilst he was in charge. Accused's case was then closed. The Prosecutor said the case was a straightforward one, with only accused's unsupported evidence against Wilson's charge, which was clearly proved. Mr Loughnan (for the defence) had taken considerable opportunity in closing his case when he and other witnesses who could attend. Mr Loughnan, after questioning the standing of the Court, which had paid more attention to hearsay than direct evidence, asked for the honourable acquittal of his client. Captain Baldwin (Judge-Advocate), after addressing the Court, said it would reserve its decision, and would proceed to hear the second charge of permitting unnecessary force to be used by the staff to compel Private H. Wilson to do bomb drill. bbox=[145, 262, 272, 478]
price-row bbox=[821, 1224, 947, 1233]
ad-nurse-hall bbox=[960, 1356, 1106, 1426]
ad-rider bbox=[814, 814, 954, 1140]
ad-private-curing: PRIVATE CURING A SPECIALITY. Buyers will wait on farmers by request, and give any particulars required. bbox=[681, 250, 809, 277]
nurse-body: LATE Charge Nurse of St. Helen's Hospital, Wellington, has opened an up-to-date Private Maternity Hospital at 93 Fitzherbert Street, Palmerston North, and is ready to receive patients. Full particulars on application. bbox=[960, 1381, 1106, 1426]
ad-garden-party bbox=[413, 52, 540, 118]
article-subheading: ACQUITTAL OF ACCUSED. bbox=[29, 830, 120, 839]
ad-great-bargains: GREAT BARGAINS in Men's Wear at The C. M. Ross Co., Ltd., Foxton. bbox=[681, 888, 810, 906]
signature: TANCRED A. COOPER, PROVINCIAL ORGANISER. bbox=[445, 1070, 536, 1088]
rimmer-name: RIMMER'S bbox=[836, 1256, 932, 1273]
article-heading: PROHIBITION. bbox=[178, 926, 239, 936]
article-heading: KIWI BACON FACTORY. bbox=[694, 138, 796, 148]
ad-kosy-saloon bbox=[681, 571, 809, 640]
article-heading: THE CRAMPTON CASE. bbox=[158, 239, 259, 249]
oconnor-title: A BEAUTIFUL CLOCK WONDERFULLY IMPROVES A ROOM. bbox=[976, 821, 1090, 848]
ad-no-license-rally bbox=[681, 957, 809, 1054]
oconnor-trade: JEWELLERS. bbox=[1009, 976, 1057, 985]
price-item: SULTANAS bbox=[821, 1206, 859, 1215]
ad-opai-fibre bbox=[413, 129, 540, 215]
barr-name: BARR & TYER, bbox=[869, 227, 1051, 252]
price-value: 6d. Pkt. bbox=[924, 1197, 947, 1206]
article-body: Good morning, Hone; you are quite a stranger. Te naihoe, Mitta Editu. Werrn, Hone peen werry busy. Peen readin' te noospeper eff pout te kurn kameti and te Cherrman piano te goin' to buy. Py horry, te pakeha te funny pheller—he nake te Maori laugh. I terra you, Mitta Editu, te pakeha wit te pretty korero pout te piano worse my grandfather. Yeh! You know te ole time when te Maori kumate, all te ting belonga him—te pumpkin, te pukeha, te noo clothes—everyting pokarau (destroyed) by te tribe. All tapu. If any Maori use te clothes belonga te dead man, py korpe, he makutu (bewitched), and te tribe might kore 'em. Werra, te pakeha pheller who no like te Cherrman piano, he like te ole Maori. He say te Cherrman make 'em. That alright. But why he not pakaru all te Cherrman taonga? He only want te pakaru te piano for te kuru. I tink he te porangi alright, isn't it? He get te Cherrman piano in te whare, and he sing, "Te Long way Tipperary," "God Save te King." "I Wouldn't Leave my Little Wooden Hut," and te waihine beat te tutu for te song on te Cherrman piano; his missis make te pikoro, he very happy, no fight for te piano makes te strife. Te wairua... Werra, Hone! bbox=[279, 75, 406, 345]
ad-cordial-factory bbox=[681, 367, 809, 397]
signature: THE AUCTIONEERS, HARRY PALMER & CO., W. R. O'CALLAGHAN, AUCTIONEER. bbox=[565, 748, 670, 775]
article-body: On Tuesday next, commencing at noon, Messrs H. Palmer and Co. will hold a clearing sale on account of the Opai Fibre Co., Ltd., when the whole of the plant, buildings, iron fencing wire, posts, etc., will be submitted under the hammer. This sale affords a splendid opportunity for flaxmillers, farmers, etc., to obtain materials at prices well under market rates, as everything is to be sold, lock, stock and barrel. The full list appears in our advertising columns to-day. Persons desiring to attend the sale will be conveyed by motors leaving Foxton at 10.30 a.m. Application for seats should be made to Mr A. J. Kellow before 5 p.m. on Monday. bbox=[145, 75, 272, 228]
